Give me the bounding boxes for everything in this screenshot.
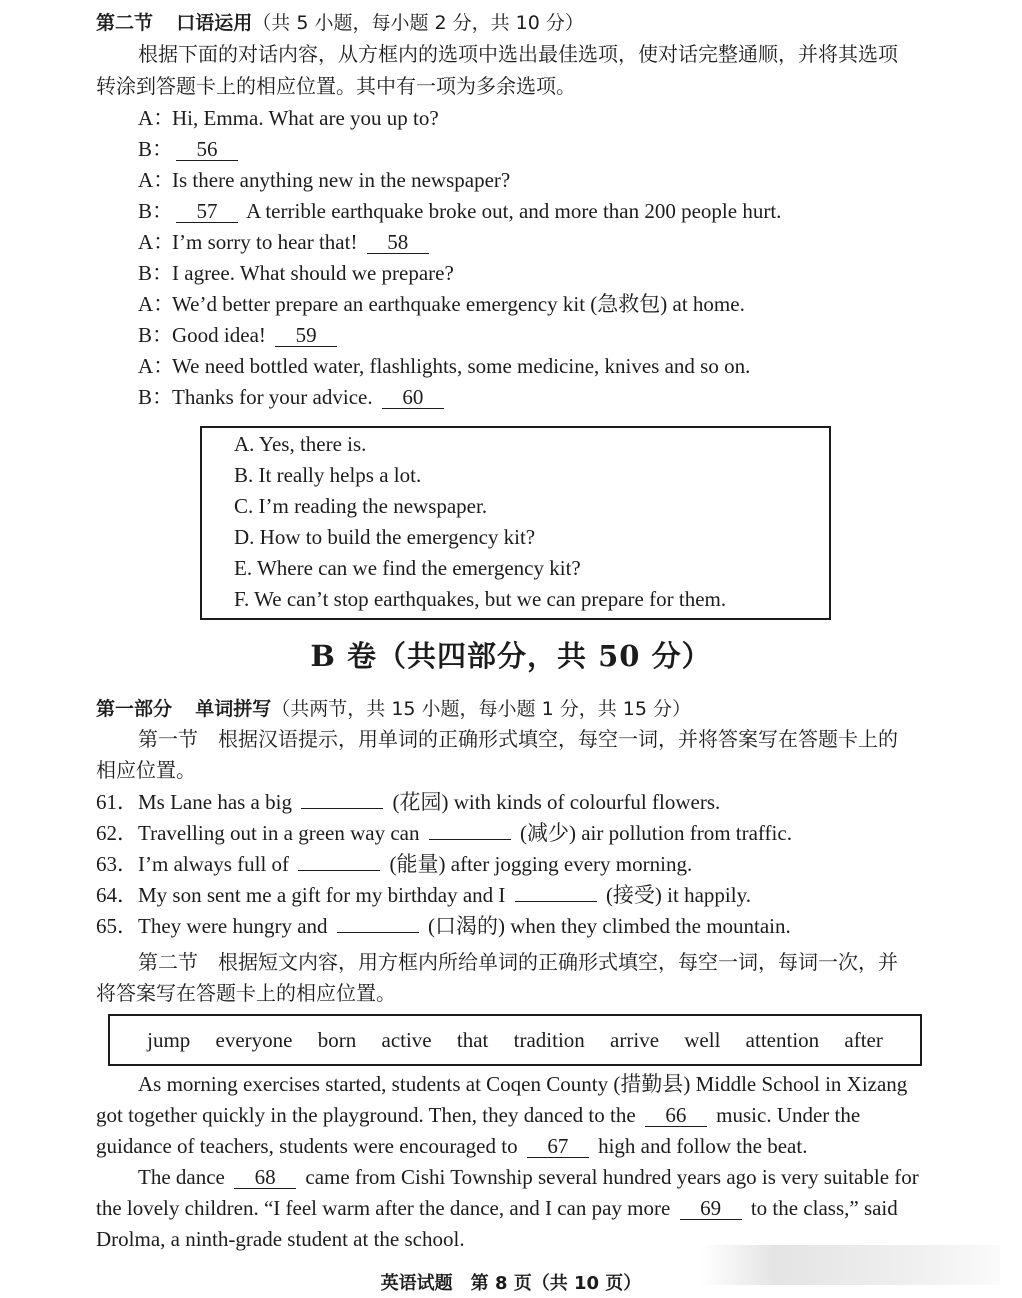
part1-heading	[96, 694, 691, 723]
speaker-label: A：	[138, 292, 175, 316]
passage-text: got together quickly in the playground. Then, they danced to the	[96, 1103, 636, 1127]
question-text-before: I’m always full of	[138, 852, 290, 876]
speaker-label: A：	[138, 354, 175, 378]
word-bank	[110, 1026, 920, 1054]
question-number: 61．	[96, 790, 138, 814]
question-61	[96, 788, 720, 816]
word-bank-item: well	[684, 1028, 721, 1052]
passage-text: came from Cishi Township several hundred years ago is very suitable for	[305, 1165, 919, 1189]
question-63	[96, 850, 692, 878]
dialogue-text: A terrible earthquake broke out, and more than 200 people hurt.	[246, 199, 782, 223]
question-text-after: (口渴的) when they climbed the mountain.	[428, 914, 791, 938]
option-a: A. Yes, there is.	[234, 432, 367, 456]
word-bank-item: everyone	[215, 1028, 293, 1052]
dialogue-text: Is there anything new in the newspaper?	[172, 168, 511, 192]
dialogue-line	[138, 290, 745, 318]
question-text-after: (接受) it happily.	[605, 883, 751, 907]
dialogue-text: I agree. What should we prepare?	[172, 261, 454, 285]
dialogue-line	[138, 135, 242, 163]
question-text-after: (减少) air pollution from traffic.	[519, 821, 792, 845]
speaker-label: B：	[138, 323, 174, 347]
dialogue-line	[138, 259, 454, 287]
question-number: 62．	[96, 821, 138, 845]
option-f: F. We can’t stop earthquakes, but we can prepare for them.	[234, 587, 727, 611]
question-text-before: Travelling out in a green way can	[138, 821, 420, 845]
part2-instruction-line1: 根据下面的对话内容，从方框内的选项中选出最佳选项，使对话完整通顺，并将其选项	[138, 44, 898, 66]
passage-text: The dance	[138, 1165, 225, 1189]
dialogue-line	[138, 197, 781, 225]
answer-blank-58: 58	[367, 231, 429, 254]
speaker-label: A：	[138, 168, 175, 192]
dialogue-line	[138, 321, 341, 349]
dialogue-text: We’d better prepare an earthquake emergency kit (急救包) at home.	[172, 292, 745, 316]
passage-line	[96, 1132, 807, 1160]
dialogue-line	[138, 166, 510, 194]
section1-instruction-line2: 相应位置。	[96, 760, 196, 782]
speaker-label: B：	[138, 261, 174, 285]
word-bank-item: after	[844, 1028, 883, 1052]
dialogue-line	[138, 104, 439, 132]
dialogue-line	[138, 383, 448, 411]
section2-instruction-line2: 将答案写在答题卡上的相应位置。	[96, 983, 396, 1005]
word-bank-item: arrive	[610, 1028, 660, 1052]
option-d: D. How to build the emergency kit?	[234, 525, 536, 549]
dialogue-text: Thanks for your advice.	[172, 385, 373, 409]
dialogue-text: I’m sorry to hear that!	[172, 230, 358, 254]
answer-blank-68: 68	[234, 1166, 296, 1189]
volume-b-title: B 卷（共四部分，共 50 分）	[310, 639, 712, 673]
answer-blank-69: 69	[680, 1197, 742, 1220]
question-64	[96, 881, 751, 909]
option-e: E. Where can we find the emergency kit?	[234, 556, 581, 580]
fill-blank	[515, 901, 597, 902]
passage-line	[138, 1163, 919, 1191]
dialogue-text: We need bottled water, flashlights, some medicine, knives and so on.	[172, 354, 751, 378]
answer-blank-67: 67	[527, 1135, 589, 1158]
answer-blank-66: 66	[645, 1104, 707, 1127]
section1-instruction-line1: 第一节 根据汉语提示，用单词的正确形式填空，每空一词，并将答案写在答题卡上的	[138, 729, 898, 751]
word-bank-item: jump	[147, 1028, 191, 1052]
section2-instruction-line1: 第二节 根据短文内容，用方框内所给单词的正确形式填空，每空一词，每词一次，并	[138, 952, 898, 974]
speaker-label: B：	[138, 199, 174, 223]
question-text-before: My son sent me a gift for my birthday and I	[138, 883, 506, 907]
answer-blank-59: 59	[275, 324, 337, 347]
dialogue-line	[138, 352, 750, 380]
answer-blank-60: 60	[382, 386, 444, 409]
question-text-after: (能量) after jogging every morning.	[389, 852, 693, 876]
question-number: 64．	[96, 883, 138, 907]
word-bank-item: attention	[745, 1028, 820, 1052]
answer-blank-56: 56	[176, 138, 238, 161]
question-text-after: (花园) with kinds of colourful flowers.	[392, 790, 721, 814]
speaker-label: A：	[138, 230, 175, 254]
part2-heading-title: 口语运用	[176, 12, 253, 34]
option-c: C. I’m reading the newspaper.	[234, 494, 488, 518]
passage-text: music. Under the	[716, 1103, 861, 1127]
dialogue-line	[138, 228, 433, 256]
word-bank-item: that	[456, 1028, 489, 1052]
part1-heading-label: 第一部分	[96, 698, 173, 720]
part1-heading-title: 单词拼写	[195, 698, 272, 720]
question-text-before: They were hungry and	[138, 914, 328, 938]
word-bank-box	[108, 1014, 922, 1066]
word-bank-item: active	[381, 1028, 432, 1052]
speaker-label: A：	[138, 106, 175, 130]
dialogue-text: Good idea!	[172, 323, 266, 347]
part1-heading-note: （共两节，共 15 小题，每小题 1 分，共 15 分）	[271, 698, 691, 720]
fill-blank	[298, 870, 380, 871]
fill-blank	[337, 932, 419, 933]
fill-blank	[301, 808, 383, 809]
passage-text: high and follow the beat.	[598, 1134, 808, 1158]
question-number: 63．	[96, 852, 138, 876]
passage-line	[96, 1194, 898, 1222]
fill-blank	[429, 839, 511, 840]
passage-line: Drolma, a ninth-grade student at the school.	[96, 1227, 465, 1251]
question-65	[96, 912, 791, 940]
speaker-label: B：	[138, 137, 174, 161]
question-text-before: Ms Lane has a big	[138, 790, 292, 814]
speaker-label: B：	[138, 385, 174, 409]
passage-text: to the class,” said	[750, 1196, 898, 1220]
word-bank-item: born	[317, 1028, 357, 1052]
option-b: B. It really helps a lot.	[234, 463, 422, 487]
passage-line	[96, 1101, 860, 1129]
question-number: 65．	[96, 914, 138, 938]
part2-heading-label: 第二节	[96, 12, 154, 34]
passage-text: the lovely children. “I feel warm after the dance, and I can pay more	[96, 1196, 671, 1220]
part2-heading-note: （共 5 小题，每小题 2 分，共 10 分）	[252, 12, 584, 34]
answer-blank-57: 57	[176, 200, 238, 223]
word-bank-item: tradition	[513, 1028, 585, 1052]
passage-line: As morning exercises started, students at Coqen County (措勤县) Middle School in Xizang	[138, 1072, 908, 1096]
dialogue-text: Hi, Emma. What are you up to?	[172, 106, 439, 130]
part2-heading	[96, 8, 584, 37]
question-62	[96, 819, 792, 847]
page-footer: 英语试题 第 8 页（共 10 页）	[380, 1273, 642, 1294]
part2-instruction-line2: 转涂到答题卡上的相应位置。其中有一项为多余选项。	[96, 76, 576, 98]
options-box	[200, 426, 831, 620]
passage-text: guidance of teachers, students were encouraged to	[96, 1134, 518, 1158]
